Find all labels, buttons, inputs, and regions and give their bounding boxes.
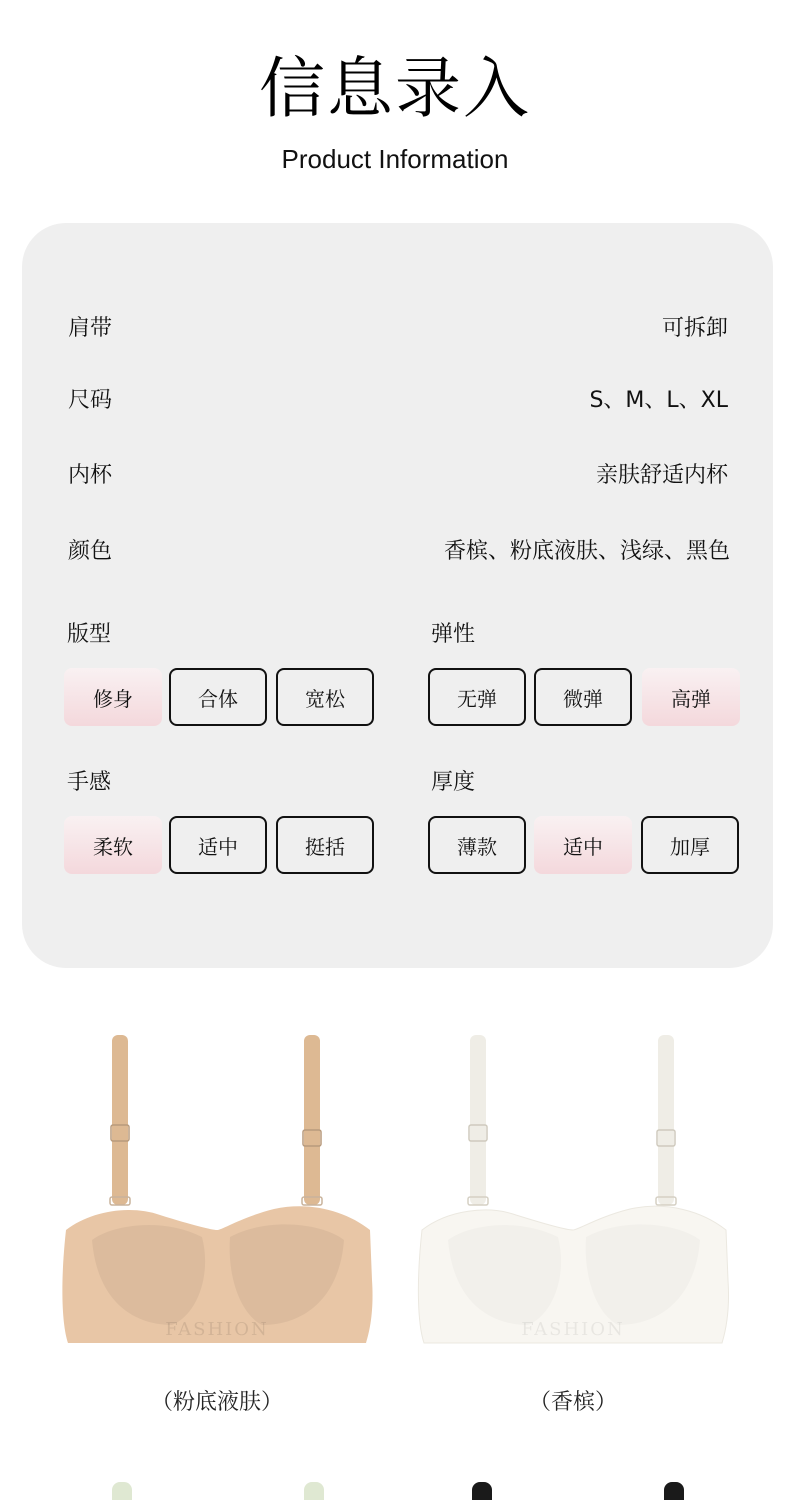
elasticity-label: 弹性 xyxy=(431,622,476,647)
feel-option-medium[interactable]: 适中 xyxy=(169,816,267,874)
thickness-label: 厚度 xyxy=(431,770,476,795)
product-peek-black xyxy=(460,1480,700,1500)
page-subtitle: Product Information xyxy=(281,144,509,174)
fit-option-slim[interactable]: 修身 xyxy=(64,668,162,726)
fit-label: 版型 xyxy=(67,622,112,647)
spec-value-cup: 亲肤舒适内杯 xyxy=(595,463,728,488)
fit-option-regular[interactable]: 合体 xyxy=(169,668,267,726)
feel-option-firm[interactable]: 挺括 xyxy=(276,816,374,874)
thickness-option-thick[interactable]: 加厚 xyxy=(641,816,739,874)
fit-option-loose[interactable]: 宽松 xyxy=(276,668,374,726)
spec-label-cup: 内杯 xyxy=(68,463,113,488)
spec-label-size: 尺码 xyxy=(68,388,113,413)
elasticity-option-slight[interactable]: 微弹 xyxy=(534,668,632,726)
spec-value-color: 香槟、粉底液肤、浅绿、黑色 xyxy=(443,539,730,564)
spec-value-size: S、M、L、XL xyxy=(589,388,728,413)
feel-label: 手感 xyxy=(67,770,112,795)
product-image-nude[interactable] xyxy=(52,1025,382,1355)
page-title: 信息录入 xyxy=(259,50,531,127)
spec-label-color: 颜色 xyxy=(68,539,113,564)
watermark-text: FASHION xyxy=(521,1319,625,1340)
spec-label-strap: 肩带 xyxy=(68,316,113,341)
feel-option-soft[interactable]: 柔软 xyxy=(64,816,162,874)
product-image-champagne[interactable] xyxy=(408,1025,738,1355)
watermark-text: FASHION xyxy=(165,1319,269,1340)
elasticity-option-none[interactable]: 无弹 xyxy=(428,668,526,726)
product-caption-nude: （粉底液肤） xyxy=(150,1390,283,1415)
thickness-option-thin[interactable]: 薄款 xyxy=(428,816,526,874)
product-peek-green xyxy=(100,1480,340,1500)
product-caption-champagne: （香槟） xyxy=(528,1390,617,1415)
elasticity-option-high[interactable]: 高弹 xyxy=(642,668,740,726)
thickness-option-medium[interactable]: 适中 xyxy=(534,816,632,874)
spec-value-strap: 可拆卸 xyxy=(661,316,728,341)
